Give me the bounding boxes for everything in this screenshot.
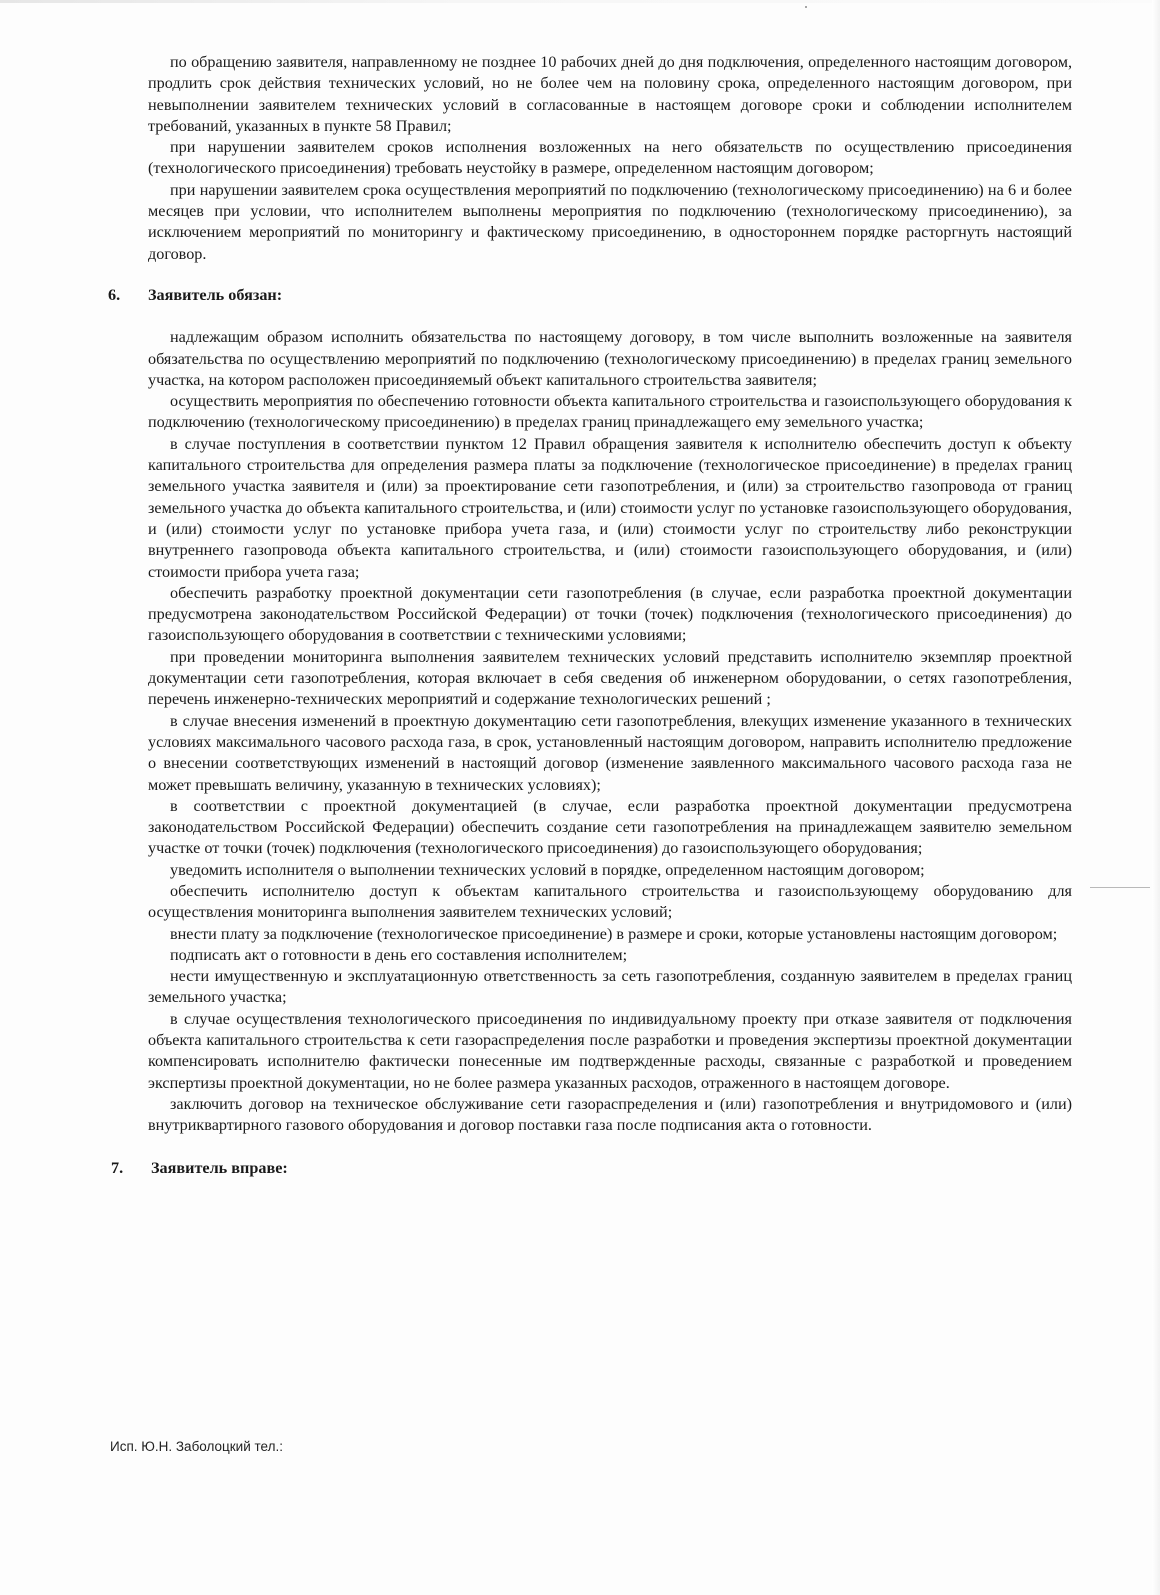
scan-edge-right xyxy=(1152,0,1160,1595)
scan-speck xyxy=(805,6,807,8)
section-title: Заявитель обязан: xyxy=(148,285,283,304)
paragraph: обеспечить разработку проектной документации сети газопотребления (в случае, если разработка проектной документации предусмотрена законодательством Российской Федерации) от точки (точек) подключения (технологического присоединения) до газоиспользующего оборудования в соответствии с техническими условиями; xyxy=(148,583,1072,645)
section-number: 6. xyxy=(108,285,121,304)
paragraph: нести имущественную и эксплуатационную ответственность за сеть газопотребления, созданную заявителем в пределах границ земельного участка; xyxy=(148,967,1072,1007)
scan-edge-top xyxy=(0,0,1160,3)
paragraph: при проведении мониторинга выполнения заявителем технических условий представить исполнителю экземпляр проектной документации сети газопотребления, которая включает в себя сведения об инженерном оборудовании, о сетях газопотребления, перечень инженерно-технических мероприятий и содержание технологических решений ; xyxy=(148,647,1072,709)
section-6-heading xyxy=(108,285,1072,306)
paragraph: при нарушении заявителем срока осуществления мероприятий по подключению (технологическому присоединению) на 6 и более месяцев при условии, что исполнителем выполнены мероприятия по подключению (технологическому присоединению), за исключением мероприятий по мониторингу и фактическому присоединению, в одностороннем порядке расторгнуть настоящий договор. xyxy=(148,180,1072,263)
paragraph: в случае внесения изменений в проектную документацию сети газопотребления, влекущих изменение указанного в технических условиях максимального часового расхода газа, в срок, установленный настоящим договором, направить исполнителю предложение о внесении соответствующих изменений в настоящий договор (изменение заявленного максимального часового расхода газа не может превышать величину, указанную в технических условиях); xyxy=(148,711,1072,794)
paragraph: обеспечить исполнителю доступ к объектам капитального строительства и газоиспользующему оборудованию для осуществления мониторинга выполнения заявителем технических условий; xyxy=(148,881,1072,922)
paragraph: в соответствии с проектной документацией (в случае, если разработка проектной документации предусмотрена законодательством Российской Федерации) обеспечить создание сети газопотребления на принадлежащем заявителю земельном участке от точки (точек) подключения (технологического присоединения) до газоиспользующего оборудования; xyxy=(148,796,1072,858)
paragraph: внести плату за подключение (технологическое присоединение) в размере и сроки, которые установлены настоящим договором; xyxy=(170,924,1058,943)
paragraph: надлежащим образом исполнить обязательства по настоящему договору, в том числе выполнить возложенные на заявителя обязательства по осуществлению мероприятий по подключению (технологическому присоединению) в пределах границ земельного участка, на котором расположен присоединяемый объект капитального строительства заявителя; xyxy=(148,328,1072,389)
section-7-heading xyxy=(111,1158,1072,1179)
paragraph: в случае поступления в соответствии пунктом 12 Правил обращения заявителя к исполнителю обеспечить доступ к объекту капитального строительства для определения размера платы за подключение (технологическое присоединение) в пределах границ земельного участка заявителя и (или) за проектирование сети газопотребления, и (или) за строительство газопровода от границ земельного участка до объекта капитального строительства, и (или) стоимости услуг по установке газоиспользующего оборудования, и (или) стоимости услуг по установке прибора учета газа, и (или) стоимости услуг по строительству либо реконструкции внутреннего газопровода объекта капитального строительства, и (или) стоимости газоиспользующего оборудования, и (или) стоимости прибора учета газа; xyxy=(148,434,1072,581)
scan-mark xyxy=(1090,887,1150,888)
paragraph: в случае осуществления технологического присоединения по индивидуальному проекту при отказе заявителя от подключения объекта капитального строительства к сети газораспределения после разработки и проведения экспертизы проектной документации компенсировать исполнителю фактически понесенные им подтвержденные расходы, связанные с разработкой и проведением экспертизы проектной документации, но не более размера указанных расходов, отраженного в настоящем договоре. xyxy=(148,1009,1072,1092)
section-title: Заявитель вправе: xyxy=(151,1158,288,1177)
paragraph: заключить договор на техническое обслуживание сети газораспределения и (или) газопотребления и внутридомового и (или) внутриквартирного газового оборудования и договор поставки газа после подписания акта о готовности. xyxy=(148,1094,1072,1135)
section-number: 7. xyxy=(111,1158,124,1177)
paragraph: уведомить исполнителя о выполнении технических условий в порядке, определенном настоящим договором; xyxy=(170,860,925,879)
executor-note: Исп. Ю.Н. Заболоцкий тел.: xyxy=(110,1439,283,1454)
paragraph: при нарушении заявителем сроков исполнения возложенных на него обязательств по осуществлению присоединения (технологического присоединения) требовать неустойку в размере, определенном настоящим договором; xyxy=(148,138,1072,178)
document-body xyxy=(108,52,1072,1179)
paragraph: осуществить мероприятия по обеспечению готовности объекта капитального строительства и газоиспользующего оборудования к подключению (технологическому присоединению) в пределах границ принадлежащего ему земельного участка; xyxy=(148,392,1072,432)
paragraph: по обращению заявителя, направленному не позднее 10 рабочих дней до дня подключения, определенного настоящим договором, продлить срок действия технических условий, но не более чем на половину срока, определенного настоящим договором, при невыполнении заявителем технических условий в согласованные в настоящем договоре сроки и соблюдении исполнителем требований, указанных в пункте 58 Правил; xyxy=(148,53,1072,135)
paragraph: подписать акт о готовности в день его составления исполнителем; xyxy=(170,945,628,964)
